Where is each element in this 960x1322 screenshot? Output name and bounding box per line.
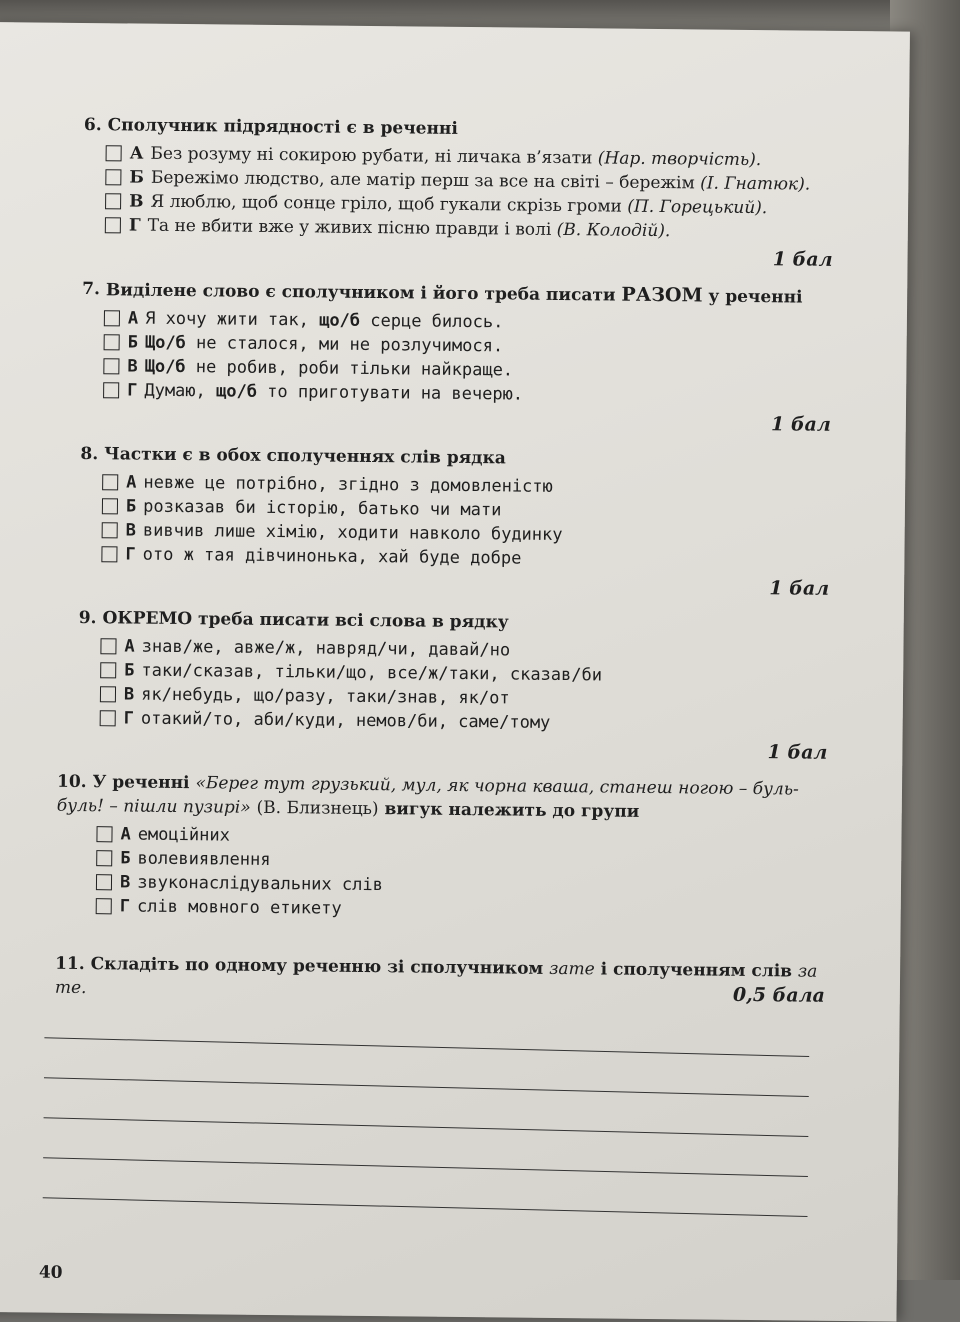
answer-line[interactable] xyxy=(43,1197,808,1217)
points-label: 0,5 бала xyxy=(732,983,825,1007)
question-10-title: 10. У реченні «Берег тут грузький, мул, як чорна кваша, станеш ногою – буль-буль! – пішли пузирі» (В. Близнець) вигук належить до групи xyxy=(56,771,799,822)
checkbox[interactable] xyxy=(96,850,112,866)
checkbox[interactable] xyxy=(101,546,117,562)
checkbox[interactable] xyxy=(96,874,112,890)
option-c: В Я люблю, щоб сонце гріло, щоб гукали скрізь громи (П. Горецький). xyxy=(105,189,843,221)
question-6 xyxy=(82,113,844,271)
checkbox[interactable] xyxy=(104,310,120,326)
option-c: В як/небудь, що/разу, таки/знав, як/от xyxy=(100,682,838,714)
checkbox[interactable] xyxy=(102,522,118,538)
checkbox[interactable] xyxy=(100,638,116,654)
question-11 xyxy=(55,952,835,1008)
points-label: 1 бал xyxy=(769,577,830,600)
checkbox[interactable] xyxy=(102,498,118,514)
option-c: В звуконаслідувальних слів xyxy=(96,870,836,902)
checkbox[interactable] xyxy=(103,358,119,374)
option-b: Б Бережімо людство, але матір перш за все на світі – бережім (І. Гнатюк). xyxy=(105,165,843,197)
checkbox[interactable] xyxy=(105,217,121,233)
question-8 xyxy=(79,442,841,600)
question-number: 6. xyxy=(83,114,102,136)
worksheet-page xyxy=(0,22,910,1322)
checkbox[interactable] xyxy=(105,169,121,185)
points-label: 1 бал xyxy=(770,413,831,436)
question-7 xyxy=(81,277,843,436)
checkbox[interactable] xyxy=(105,193,121,209)
option-d: Г Думаю, що/б то приготувати на вечерю. xyxy=(103,378,841,410)
option-a: А Я хочу жити так, що/б серце билось. xyxy=(104,306,842,338)
option-b: Б таки/сказав, тільки/що, все/ж/таки, сказав/би xyxy=(100,658,838,690)
option-c: В Що/б не робив, роби тільки найкраще. xyxy=(103,354,841,386)
question-6-title xyxy=(84,113,844,145)
checkbox[interactable] xyxy=(96,826,112,842)
option-a: А Без розуму ні сокирою рубати, ні личака в’язати (Нар. творчість). xyxy=(106,141,844,173)
points-label: 1 бал xyxy=(767,741,828,764)
answer-line[interactable] xyxy=(44,1117,809,1137)
question-8-title: 8. Частки є в обох сполученнях слів рядка xyxy=(80,443,506,469)
option-c: В вивчив лише хімію, ходити навколо будинку xyxy=(102,518,840,550)
question-11-title: 11. Складіть по одному реченню зі сполучником зате і сполученням слів за те. 0,5 бала xyxy=(54,953,825,1007)
option-a: А емоційних xyxy=(96,822,836,854)
question-10 xyxy=(56,770,838,926)
option-b: Б Що/б не сталося, ми не розлучимося. xyxy=(104,330,842,362)
answer-line[interactable] xyxy=(44,1077,809,1097)
question-9 xyxy=(77,606,839,764)
page-content xyxy=(54,113,844,1008)
question-text: Сполучник підрядності є в реченні xyxy=(107,115,458,139)
checkbox[interactable] xyxy=(100,710,116,726)
option-d: Г отакий/то, аби/куди, немов/би, саме/тому xyxy=(100,706,838,738)
answer-line[interactable] xyxy=(43,1157,808,1177)
option-d: Г слів мовного етикету xyxy=(96,894,836,926)
option-b: Б розказав би історію, батько чи мати xyxy=(102,494,840,526)
option-d: Г ото ж тая дівчинонька, хай буде добре xyxy=(101,542,839,574)
checkbox[interactable] xyxy=(106,145,122,161)
checkbox[interactable] xyxy=(96,898,112,914)
checkbox[interactable] xyxy=(102,474,118,490)
checkbox[interactable] xyxy=(100,686,116,702)
answer-line[interactable] xyxy=(44,1037,809,1057)
option-a: А невже це потрібно, згідно з домовленістю xyxy=(102,470,840,502)
checkbox[interactable] xyxy=(100,662,116,678)
question-9-title: 9. ОКРЕМО треба писати всі слова в рядку xyxy=(78,607,509,633)
page-number: 40 xyxy=(38,1262,63,1283)
checkbox[interactable] xyxy=(103,382,119,398)
checkbox[interactable] xyxy=(104,334,120,350)
option-d: Г Та не вбити вже у живих пісню правди і волі (В. Колодій). xyxy=(105,213,843,245)
question-7-title: 7. Виділене слово є сполучником і його треба писати РАЗОМ у реченні xyxy=(82,278,803,308)
option-b: Б волевиявлення xyxy=(96,846,836,878)
points-label: 1 бал xyxy=(772,248,833,271)
option-a: А знав/же, авже/ж, навряд/чи, давай/но xyxy=(100,634,838,666)
